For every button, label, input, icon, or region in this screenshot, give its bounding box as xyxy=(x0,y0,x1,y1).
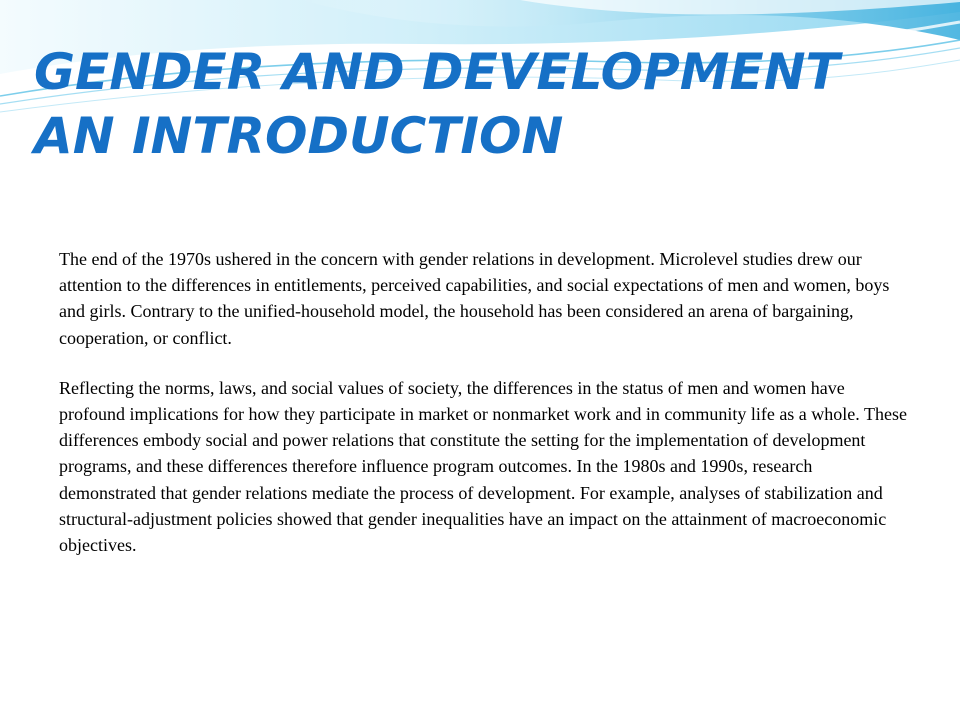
body-paragraph-2: Reflecting the norms, laws, and social values of society, the differences in the status of men and women have profound implications for how they participate in market or nonmarket work and in community life as a whole. These differences embody social and power relations that constitute the setting for the implementation of development programs, and these differences therefore influence program outcomes. In the 1980s and 1990s, research demonstrated that gender relations mediate the process of development. For example, analyses of stabilization and structural-adjustment policies showed that gender inequalities have an impact on the attainment of macroeconomic objectives. xyxy=(59,377,907,556)
slide-body xyxy=(59,246,907,558)
slide-title-line-1: GENDER AND DEVELOPMENT xyxy=(34,43,840,101)
slide-title-line-2: AN INTRODUCTION xyxy=(34,107,564,165)
slide-title xyxy=(34,40,934,168)
body-paragraph-1: The end of the 1970s ushered in the concern with gender relations in development. Microlevel studies drew our attention to the differences in entitlements, perceived capabilities, and social expectations of men and women, boys and girls. Contrary to the unified-household model, the household has been considered an arena of bargaining, cooperation, or conflict. xyxy=(59,249,890,348)
